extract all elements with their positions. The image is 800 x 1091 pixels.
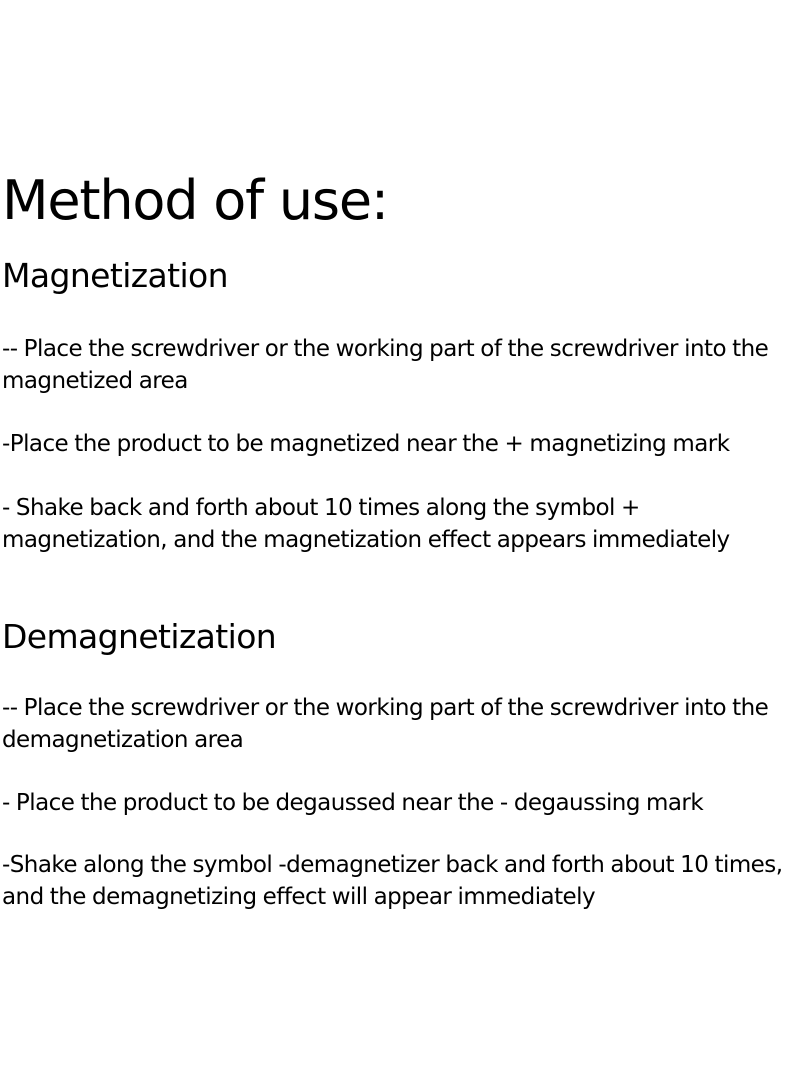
- demagnetization-heading: Demagnetization: [2, 617, 277, 656]
- magnetization-step-3: - Shake back and forth about 10 times along the symbol + magnetization, and the magnetization effect appears immediately: [2, 495, 730, 553]
- magnetization-step-2: -Place the product to be magnetized near the + magnetizing mark: [2, 431, 730, 457]
- page-title: Method of use:: [2, 169, 388, 232]
- demagnetization-step-3: -Shake along the symbol -demagnetizer back and forth about 10 times, and the demagnetizing effect will appear immediately: [2, 852, 783, 910]
- demagnetization-step-2: - Place the product to be degaussed near the - degaussing mark: [2, 790, 704, 816]
- magnetization-heading: Magnetization: [2, 256, 228, 295]
- instruction-page: [2, 0, 800, 1091]
- magnetization-step-1: -- Place the screwdriver or the working part of the screwdriver into the magnetized area: [2, 336, 769, 394]
- demagnetization-step-1: -- Place the screwdriver or the working part of the screwdriver into the demagnetization area: [2, 695, 769, 753]
